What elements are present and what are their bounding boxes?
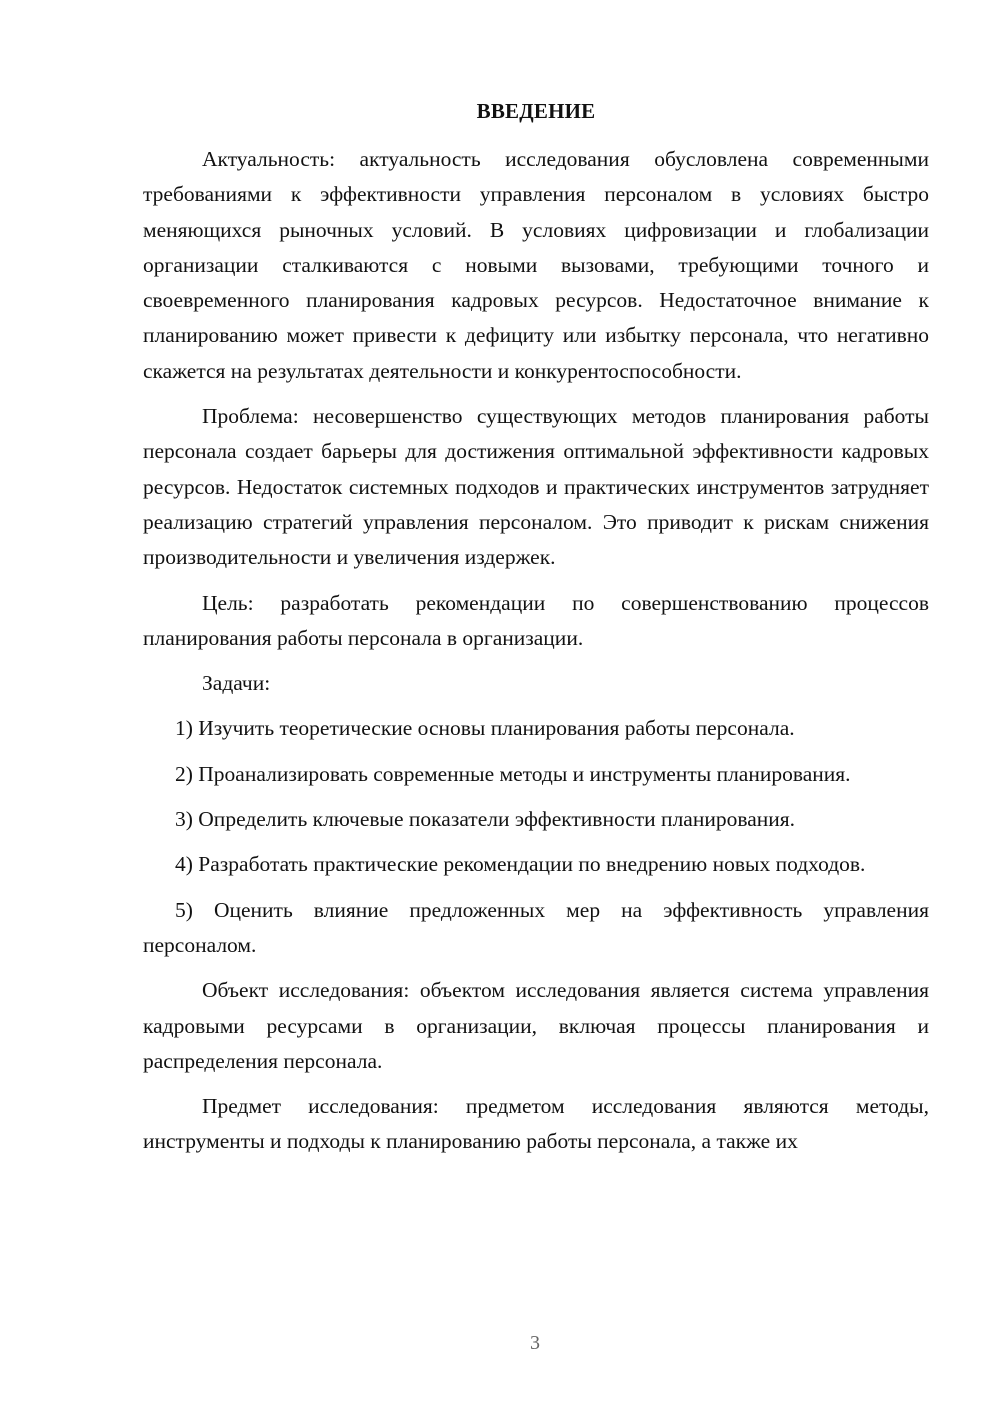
goal-paragraph: Цель: разработать рекомендации по совершенствованию процессов планирования работы персонала в организации. bbox=[143, 590, 929, 650]
page-title: ВВЕДЕНИЕ bbox=[476, 99, 596, 123]
task-item-3: 3) Определить ключевые показатели эффективности планирования. bbox=[175, 807, 796, 832]
task-item-4: 4) Разработать практические рекомендации по внедрению новых подходов. bbox=[175, 852, 866, 877]
page-number: 3 bbox=[530, 1332, 540, 1354]
tasks-heading: Задачи: bbox=[202, 671, 271, 696]
object-paragraph: Объект исследования: объектом исследования является система управления кадровыми ресурсами в организации, включая процессы планирования и распределения персонала. bbox=[143, 978, 929, 1073]
task-item-5: 5) Оценить влияние предложенных мер на эффективность управления персоналом. bbox=[143, 897, 929, 957]
subject-paragraph: Предмет исследования: предметом исследования являются методы, инструменты и подходы к планированию работы персонала, а также их bbox=[143, 1094, 929, 1154]
page-content bbox=[143, 94, 929, 1160]
task-item-2: 2) Проанализировать современные методы и инструменты планирования. bbox=[175, 761, 851, 786]
relevance-paragraph: Актуальность: актуальность исследования обусловлена современными требованиями к эффективности управления персоналом в условиях быстро меняющихся рыночных условий. В условиях цифровизации и глобализации организации сталкиваются с новыми вызовами, требующими точного и своевременного планирования кадровых ресурсов. Недостаточное внимание к планированию может привести к дефициту или избытку персонала, что негативно скажется на результатах деятельности и конкурентоспособности. bbox=[143, 147, 929, 383]
task-item-1: 1) Изучить теоретические основы планирования работы персонала. bbox=[175, 716, 795, 741]
problem-paragraph: Проблема: несовершенство существующих методов планирования работы персонала создает барьеры для достижения оптимальной эффективности кадровых ресурсов. Недостаток системных подходов и практических инструментов затрудняет реализацию стратегий управления персоналом. Это приводит к рискам снижения производительности и увеличения издержек. bbox=[143, 404, 929, 570]
